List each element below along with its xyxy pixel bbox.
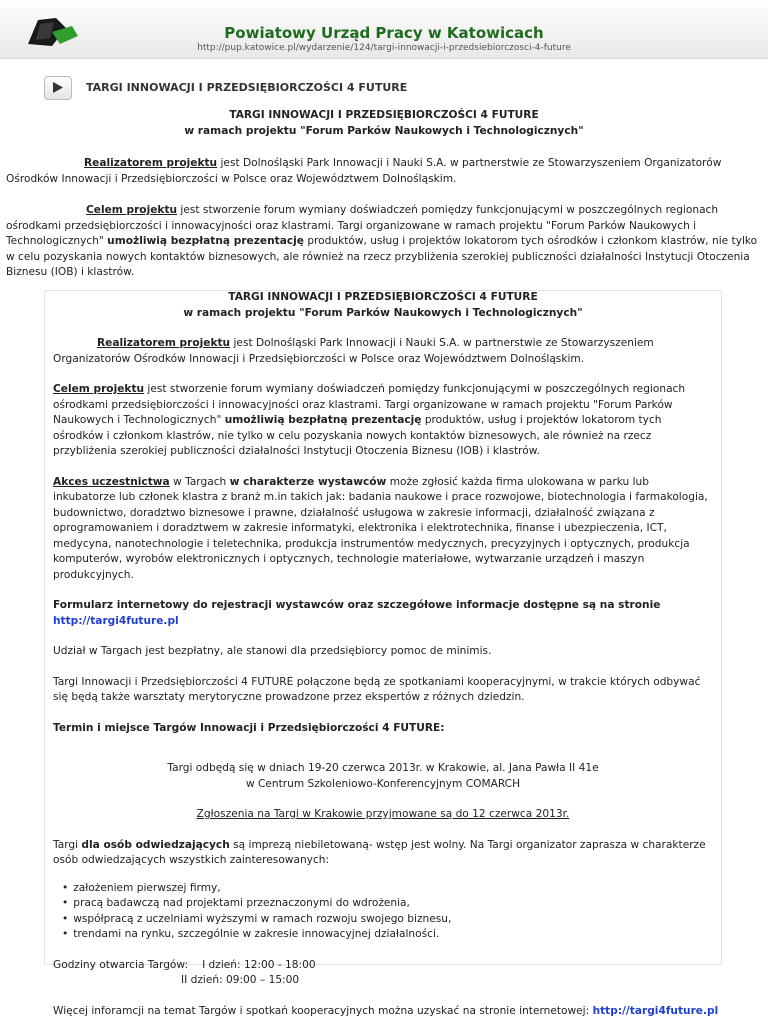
site-header xyxy=(0,0,768,59)
box-realizator-paragraph xyxy=(53,336,713,367)
box-realizator-text: jest Dolnośląski Park Innowacji i Nauki S.A. w partnerstwie ze Stowarzyszeniem Organizatorów Ośrodków Innowacji i Przedsiębiorczości w Polsce oraz Województwem Dolnośląskim. xyxy=(53,337,654,365)
odw-text-2: są imprezą niebiletowaną- wstęp jest wolny. Na Targi organizator zaprasza w charakterze osób odwiedzających wszystkich zainteresowanych: xyxy=(53,839,706,867)
termin-line-1: Targi odbędą się w dniach 19-20 czerwca 2013r. w Krakowie, al. Jana Pawła II 41e xyxy=(53,761,713,777)
box-cel-bold: umożliwią bezpłatną prezentację xyxy=(225,414,422,426)
article-heading: TARGI INNOWACJI I PRZEDSIĘBIORCZOŚCI 4 FUTURE xyxy=(6,108,762,124)
targi4future-link-2[interactable]: http://targi4future.pl xyxy=(593,1005,719,1017)
page-title: TARGI INNOWACJI I PRZEDSIĘBIORCZOŚCI 4 FUTURE xyxy=(86,81,407,94)
realizator-label: Realizatorem projektu xyxy=(84,157,217,169)
cel-label: Celem projektu xyxy=(86,204,177,216)
formularz-text: Formularz internetowy do rejestracji wystawców oraz szczegółowe informacje dostępne są na stronie xyxy=(53,599,660,611)
odw-bold: dla osób odwiedzających xyxy=(81,839,229,851)
site-title: Powiatowy Urząd Pracy w Katowicach xyxy=(0,24,768,42)
list-item: • założeniem pierwszej firmy, xyxy=(62,881,713,897)
polaczone-paragraph: Targi Innowacji i Przedsiębiorczości 4 FUTURE połączone będą ze spotkaniami kooperacyjnymi, w trakcie których odbywać się będą także warsztaty merytoryczne prowadzone przez ekspertów z różnych dziedzin. xyxy=(53,675,713,706)
akces-label: Akces uczestnictwa xyxy=(53,476,170,488)
box-subheading: w ramach projektu "Forum Parków Naukowych i Technologicznych" xyxy=(53,306,713,322)
box-cel-text: jest stworzenie forum wymiany doświadczeń pomiędzy funkcjonującymi w poszczególnych regionach ośrodkami przedsiębiorczości i innowacyjności oraz klastrami. Targi organizowane w ramach projektu "Forum Parków Naukowych i Technologicznych" xyxy=(53,383,685,426)
termin-heading: Termin i miejsce Targów Innowacji i Przedsiębiorczości 4 FUTURE: xyxy=(53,721,713,737)
udzial-paragraph: Udział w Targach jest bezpłatny, ale stanowi dla przedsiębiorcy pomoc de minimis. xyxy=(53,644,713,660)
godziny-label: Godziny otwarcia Targów: xyxy=(53,959,188,971)
formularz-paragraph xyxy=(53,598,713,629)
box-cel-paragraph xyxy=(53,382,713,460)
godziny-day-2: II dzień: 09:00 – 15:00 xyxy=(181,974,299,986)
godziny-paragraph xyxy=(53,958,713,989)
page-url[interactable]: http://pup.katowice.pl/wydarzenie/124/targi-innowacji-i-przedsiebiorczosci-4-future xyxy=(0,43,768,53)
cel-text-2: produktów, usług i projektów lokatorom tych ośrodków i członkom klastrów, nie tylko w celu pozyskania nowych kontaktów biznesowych, ale również na rzecz przybliżenia szerokiej publiczności działalności Instytucji Otoczenia Biznesu (IOB) i klastrów. xyxy=(6,235,757,278)
visitor-list xyxy=(53,881,713,943)
wiecej-text: Więcej inforamcji na temat Targów i spotkań kooperacyjnych można uzyskać na stronie internetowej: xyxy=(53,1005,593,1017)
godziny-day-1: I dzień: 12:00 - 18:00 xyxy=(202,959,316,971)
cel-paragraph xyxy=(6,203,762,281)
zgloszenia-text: Zgłoszenia na Targi w Krakowie przyjmowane są do 12 czerwca 2013r. xyxy=(53,807,713,823)
termin-line-2: w Centrum Szkoleniowo-Konferencyjnym COMARCH xyxy=(53,777,713,793)
box-realizator-label: Realizatorem projektu xyxy=(97,337,230,349)
list-item: • pracą badawczą nad projektami przeznaczonymi do wdrożenia, xyxy=(62,896,713,912)
realizator-paragraph xyxy=(6,156,762,187)
list-item: • trendami na rynku, szczególnie w zakresie innowacyjnej działalności. xyxy=(62,927,713,943)
cel-bold: umożliwią bezpłatną prezentację xyxy=(107,235,304,247)
play-arrow-icon xyxy=(53,82,63,93)
akces-paragraph xyxy=(53,475,713,584)
box-heading: TARGI INNOWACJI I PRZEDSIĘBIORCZOŚCI 4 FUTURE xyxy=(53,290,713,306)
details-box xyxy=(44,290,722,965)
list-item: • współpracą z uczelniami wyższymi w ramach rozwoju swojego biznesu, xyxy=(62,912,713,928)
targi4future-link[interactable]: http://targi4future.pl xyxy=(53,615,179,627)
akces-bold: w charakterze wystawców xyxy=(230,476,387,488)
article-subheading: w ramach projektu "Forum Parków Naukowych i Technologicznych" xyxy=(6,124,762,140)
odw-text: Targi xyxy=(53,839,81,851)
page-subbar xyxy=(0,70,768,106)
wiecej-paragraph xyxy=(53,1004,713,1019)
akces-text: w Targach xyxy=(170,476,230,488)
article-content xyxy=(6,108,762,281)
realizator-text: jest Dolnośląski Park Innowacji i Nauki S.A. w partnerstwie ze Stowarzyszeniem Organizatorów Ośrodków Innowacji i Przedsiębiorczości w Polsce oraz Województwem Dolnośląskim. xyxy=(6,157,721,185)
odwiedzajacy-paragraph xyxy=(53,838,713,869)
akces-text-2: może zgłosić każda firma ulokowana w parku lub inkubatorze lub członek klastra z branż m.in takich jak: badania naukowe i prace rozwojowe, biotechnologia i farmakologia, budownictwo, doradztwo biznesowe i prawne, działalność usługowa w zakresie informacji, działalność związana z oprogramowaniem i doradztwem w zakresie informatyki, elektronika i elektrotechnika, finanse i ubezpieczenia, ICT, medycyna, nanotechnologie i teletechnika, produkcja instrumentów medycznych, precyzyjnych i optycznych, produkcja komputerów, wyrobów elektronicznych i optycznych, technologie materiałowe, wytwarzanie urządzeń i maszyn produkcyjnych. xyxy=(53,476,708,581)
box-cel-label: Celem projektu xyxy=(53,383,144,395)
forward-button[interactable] xyxy=(44,76,72,100)
box-cel-text-2: produktów, usług i projektów lokatorom tych ośrodków i członkom klastrów, nie tylko w celu pozyskania nowych kontaktów biznesowych, ale również na rzecz przybliżenia szerokiej publiczności działalności Instytucji Otoczenia Biznesu (IOB) i klastrów. xyxy=(53,414,661,457)
cel-text: jest stworzenie forum wymiany doświadczeń pomiędzy funkcjonującymi w poszczególnych regionach ośrodkami przedsiębiorczości i innowacyjności oraz klastrami. Targi organizowane w ramach projektu "Forum Parków Naukowych i Technologicznych" xyxy=(6,204,718,247)
